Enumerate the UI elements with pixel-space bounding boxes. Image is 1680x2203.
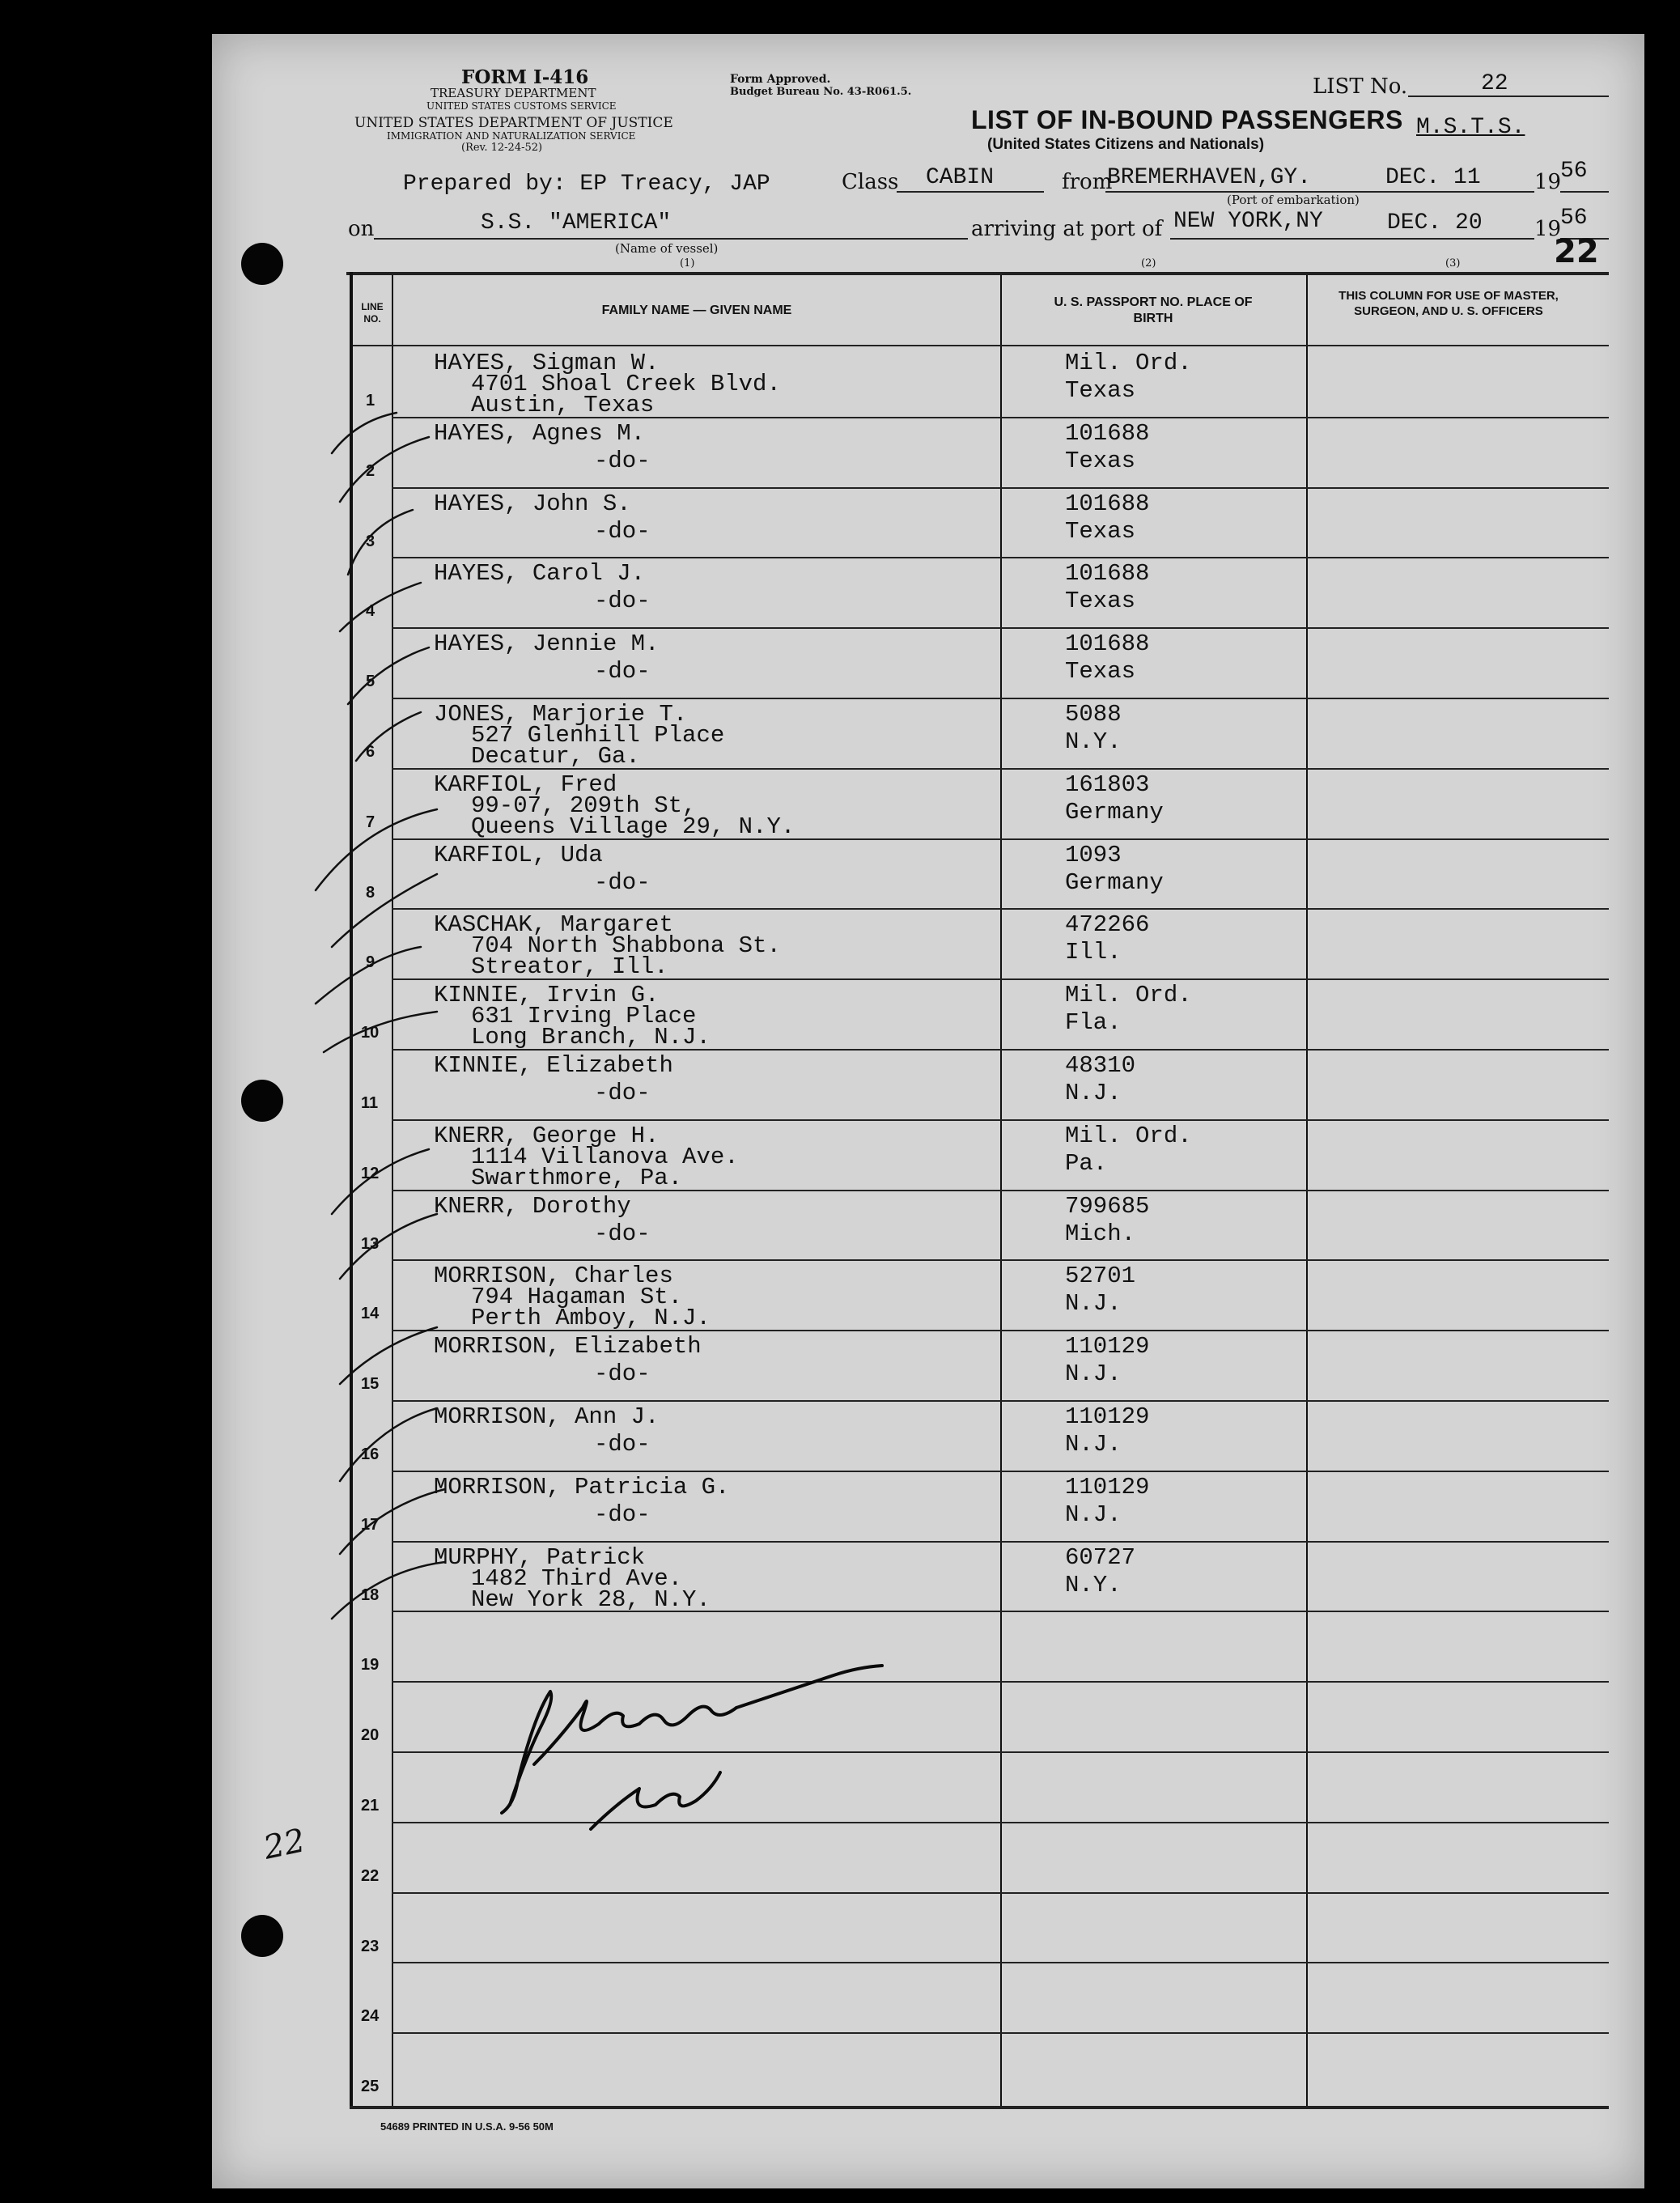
check-mark-5	[348, 647, 429, 704]
address-line-2: Swarthmore, Pa.	[471, 1164, 683, 1191]
footer-print-info: 54689 PRINTED IN U.S.A. 9-56 50M	[380, 2120, 554, 2133]
ditto-address: -do-	[594, 1080, 651, 1106]
from-label: from	[1062, 170, 1113, 194]
place-of-birth: N.J.	[1065, 1431, 1122, 1458]
line-number: 14	[361, 1305, 380, 1323]
form-approved: Form Approved.	[730, 73, 831, 86]
form-revision: (Rev. 12-24-52)	[461, 142, 543, 154]
check-mark-12	[332, 1149, 429, 1214]
address-line-2: Long Branch, N.J.	[471, 1024, 711, 1051]
place-of-birth: Texas	[1065, 588, 1136, 615]
list-subtitle: (United States Citizens and Nationals)	[987, 136, 1265, 153]
passenger-name: KINNIE, Elizabeth	[434, 1052, 673, 1079]
passenger-name: JONES, Marjorie T.	[434, 701, 688, 728]
line-number: 20	[361, 1726, 380, 1745]
passport-number: 110129	[1065, 1473, 1150, 1501]
margin-note: 22	[260, 1822, 309, 1867]
arriving-label: arriving at port of	[971, 217, 1163, 241]
passport-number: 110129	[1065, 1403, 1150, 1430]
passenger-name: MORRISON, Elizabeth	[434, 1333, 702, 1360]
line-number: 15	[361, 1375, 380, 1394]
passenger-name: KARFIOL, Uda	[434, 841, 603, 868]
line-number: 21	[361, 1797, 380, 1815]
passenger-name: MORRISON, Ann J.	[434, 1403, 660, 1430]
place-of-birth: N.J.	[1065, 1360, 1122, 1388]
place-of-birth: Texas	[1065, 517, 1136, 545]
line-number: 1	[366, 392, 375, 410]
from-year-prefix: 19	[1534, 170, 1562, 194]
row-divider	[392, 487, 1609, 489]
place-of-birth: Pa.	[1065, 1149, 1108, 1177]
line-number: 11	[361, 1094, 379, 1112]
address-line-1: 631 Irving Place	[471, 1003, 697, 1030]
ditto-address: -do-	[594, 517, 651, 545]
passport-number: 110129	[1065, 1333, 1150, 1360]
line-number: 23	[361, 1937, 380, 1955]
passport-number: 101688	[1065, 490, 1150, 517]
arrival-port: NEW YORK,NY	[1173, 209, 1323, 234]
passport-number: 101688	[1065, 630, 1150, 658]
ditto-address: -do-	[594, 588, 651, 615]
prepared-by: Prepared by: EP Treacy, JAP	[403, 172, 770, 197]
ditto-address: -do-	[594, 1501, 651, 1528]
col-num-2: (2)	[1141, 257, 1156, 270]
row-divider	[392, 1962, 1609, 1963]
col-num-3: (3)	[1445, 257, 1461, 270]
passenger-name: KNERR, George H.	[434, 1122, 660, 1149]
check-mark-3	[348, 510, 413, 575]
table-col-divider-3	[1306, 275, 1308, 2109]
line-number: 2	[366, 461, 375, 480]
line-number: 3	[366, 532, 375, 550]
row-divider	[392, 1259, 1609, 1261]
address-line-1: 1114 Villanova Ave.	[471, 1143, 739, 1170]
passenger-name: KNERR, Dorothy	[434, 1192, 631, 1220]
line-number: 5	[366, 673, 375, 691]
address-line-1: 527 Glenhill Place	[471, 722, 725, 749]
ditto-address: -do-	[594, 1220, 651, 1247]
col-num-1: (1)	[680, 257, 695, 270]
arrival-date: DEC. 20	[1387, 210, 1483, 236]
address-line-2: Streator, Ill.	[471, 953, 668, 981]
from-date: DEC. 11	[1385, 165, 1481, 190]
passport-number: 101688	[1065, 419, 1150, 447]
row-divider	[392, 1119, 1609, 1121]
header-officers: THIS COLUMN FOR USE OF MASTER, SURGEON, AND U. S. OFFICERS	[1338, 289, 1559, 318]
list-no-line	[1408, 96, 1609, 97]
class-label: Class	[842, 170, 899, 194]
passenger-name: HAYES, John S.	[434, 490, 631, 517]
from-year: 56	[1560, 159, 1588, 184]
binder-hole-top	[241, 243, 283, 285]
line-number: 25	[361, 2078, 380, 2096]
check-mark-1	[332, 413, 397, 453]
check-mark-9	[316, 947, 421, 1004]
passport-number: 5088	[1065, 701, 1122, 728]
passport-number: 472266	[1065, 911, 1150, 939]
check-mark-10	[324, 1012, 437, 1052]
passport-number: 48310	[1065, 1052, 1136, 1079]
arrival-line	[1170, 238, 1534, 240]
class-line	[897, 191, 1044, 193]
line-number: 8	[366, 883, 375, 902]
place-of-birth: N.Y.	[1065, 1571, 1122, 1598]
ditto-address: -do-	[594, 868, 651, 896]
check-mark-16	[340, 1408, 437, 1481]
passenger-name: HAYES, Jennie M.	[434, 630, 660, 658]
check-mark-6	[356, 712, 421, 761]
row-divider	[392, 1471, 1609, 1472]
binder-hole-bottom	[241, 1915, 283, 1957]
line-number: 4	[366, 602, 375, 621]
check-mark-13	[340, 1214, 437, 1279]
passenger-name: KASCHAK, Margaret	[434, 911, 673, 939]
row-divider	[392, 557, 1609, 558]
address-line-1: 1482 Third Ave.	[471, 1564, 683, 1592]
place-of-birth: Ill.	[1065, 939, 1122, 966]
check-mark-8	[332, 874, 437, 947]
port-embarkation-caption: (Port of embarkation)	[1227, 193, 1360, 207]
check-mark-7	[316, 809, 437, 890]
form-number: FORM I-416	[461, 66, 589, 88]
line-number: 7	[366, 813, 375, 831]
passenger-name: KINNIE, Irvin G.	[434, 982, 660, 1009]
check-mark-4	[340, 583, 421, 631]
ditto-address: -do-	[594, 447, 651, 474]
place-of-birth: N.J.	[1065, 1080, 1122, 1106]
address-line-1: 4701 Shoal Creek Blvd.	[471, 371, 781, 397]
passport-number: Mil. Ord.	[1065, 1122, 1192, 1149]
passport-number: 60727	[1065, 1543, 1136, 1571]
passenger-name: MORRISON, Charles	[434, 1263, 673, 1290]
row-divider	[392, 1400, 1609, 1402]
place-of-birth: N.Y.	[1065, 728, 1122, 755]
row-divider	[392, 908, 1609, 910]
check-mark-18	[332, 1562, 445, 1619]
table-bottom-border	[350, 2106, 1609, 2109]
place-of-birth: Mich.	[1065, 1220, 1136, 1247]
passport-number: 161803	[1065, 770, 1150, 798]
address-line-1: 794 Hagaman St.	[471, 1284, 683, 1311]
passport-number: 1093	[1065, 841, 1122, 868]
from-port: BREMERHAVEN,GY.	[1107, 165, 1312, 190]
ditto-address: -do-	[594, 1360, 651, 1388]
place-of-birth: Texas	[1065, 447, 1136, 474]
vessel-name: S.S. "AMERICA"	[481, 210, 672, 236]
check-marks	[308, 388, 453, 1651]
list-no-value: 22	[1481, 71, 1508, 96]
check-mark-2	[340, 437, 429, 502]
page-mark: 22	[1554, 233, 1599, 270]
on-label: on	[348, 217, 375, 241]
list-title: LIST OF IN-BOUND PASSENGERS	[971, 105, 1403, 134]
place-of-birth: Germany	[1065, 868, 1164, 896]
line-number: 6	[366, 743, 375, 761]
address-line-2: Perth Amboy, N.J.	[471, 1305, 711, 1332]
header-passport: U. S. PASSPORT NO. PLACE OF BIRTH	[1054, 295, 1253, 325]
dept-immigration: IMMIGRATION AND NATURALIZATION SERVICE	[387, 130, 636, 142]
line-number: 10	[361, 1024, 380, 1042]
msts-label: M.S.T.S.	[1416, 115, 1525, 140]
vessel-line	[374, 238, 968, 240]
dept-treasury: TREASURY DEPARTMENT	[431, 86, 596, 100]
line-number: 19	[361, 1656, 380, 1675]
passport-number: Mil. Ord.	[1065, 350, 1192, 376]
header-line-no: LINE NO.	[361, 301, 384, 325]
passenger-name: KARFIOL, Fred	[434, 770, 617, 798]
from-year-line	[1560, 191, 1609, 193]
address-line-2: Decatur, Ga.	[471, 743, 640, 770]
address-line-2: New York 28, N.Y.	[471, 1585, 711, 1613]
passenger-name: HAYES, Agnes M.	[434, 419, 646, 447]
dept-customs: UNITED STATES CUSTOMS SERVICE	[426, 100, 617, 112]
passenger-name: MURPHY, Patrick	[434, 1543, 646, 1571]
line-number: 13	[361, 1234, 380, 1253]
line-number: 12	[361, 1164, 380, 1182]
table-top-border	[346, 272, 1609, 275]
passenger-name: HAYES, Carol J.	[434, 560, 646, 588]
passenger-name: HAYES, Sigman W.	[434, 350, 660, 376]
binder-hole-middle	[241, 1080, 283, 1122]
check-mark-15	[340, 1327, 437, 1384]
check-mark-17	[340, 1489, 445, 1554]
budget-bureau: Budget Bureau No. 43-R061.5.	[730, 86, 912, 98]
table-header-divider	[353, 345, 1609, 346]
list-no-label: LIST No.	[1313, 74, 1408, 99]
table-col-divider-2	[1000, 275, 1002, 2109]
passport-number: 52701	[1065, 1263, 1136, 1290]
row-divider	[392, 2032, 1609, 2034]
vessel-caption: (Name of vessel)	[615, 241, 719, 256]
address-line-1: 99-07, 209th St,	[471, 792, 697, 819]
dept-justice: UNITED STATES DEPARTMENT OF JUSTICE	[354, 115, 673, 131]
line-number: 16	[361, 1445, 380, 1463]
passport-number: Mil. Ord.	[1065, 982, 1192, 1009]
line-number: 9	[366, 953, 375, 972]
row-divider	[392, 627, 1609, 629]
ditto-address: -do-	[594, 1431, 651, 1458]
place-of-birth: N.J.	[1065, 1501, 1122, 1528]
place-of-birth: N.J.	[1065, 1290, 1122, 1318]
line-number: 18	[361, 1585, 380, 1604]
ditto-address: -do-	[594, 658, 651, 686]
address-line-1: 704 North Shabbona St.	[471, 932, 781, 960]
line-number: 24	[361, 2007, 380, 2026]
passenger-name: MORRISON, Patricia G.	[434, 1473, 730, 1501]
line-number: 22	[361, 1866, 380, 1885]
row-divider	[392, 1541, 1609, 1543]
arrival-year-prefix: 19	[1534, 217, 1562, 241]
passport-number: 101688	[1065, 560, 1150, 588]
address-line-2: Austin, Texas	[471, 392, 655, 418]
row-divider	[392, 698, 1609, 699]
place-of-birth: Fla.	[1065, 1009, 1122, 1037]
place-of-birth: Texas	[1065, 377, 1136, 404]
place-of-birth: Germany	[1065, 798, 1164, 826]
address-line-2: Queens Village 29, N.Y.	[471, 813, 795, 840]
line-number: 17	[361, 1515, 380, 1534]
row-divider	[392, 1892, 1609, 1894]
place-of-birth: Texas	[1065, 658, 1136, 686]
passport-number: 799685	[1065, 1192, 1150, 1220]
class-value: CABIN	[926, 165, 995, 190]
handwritten-signature	[477, 1643, 979, 1837]
header-name: FAMILY NAME — GIVEN NAME	[601, 303, 792, 317]
arrival-year: 56	[1560, 206, 1588, 231]
